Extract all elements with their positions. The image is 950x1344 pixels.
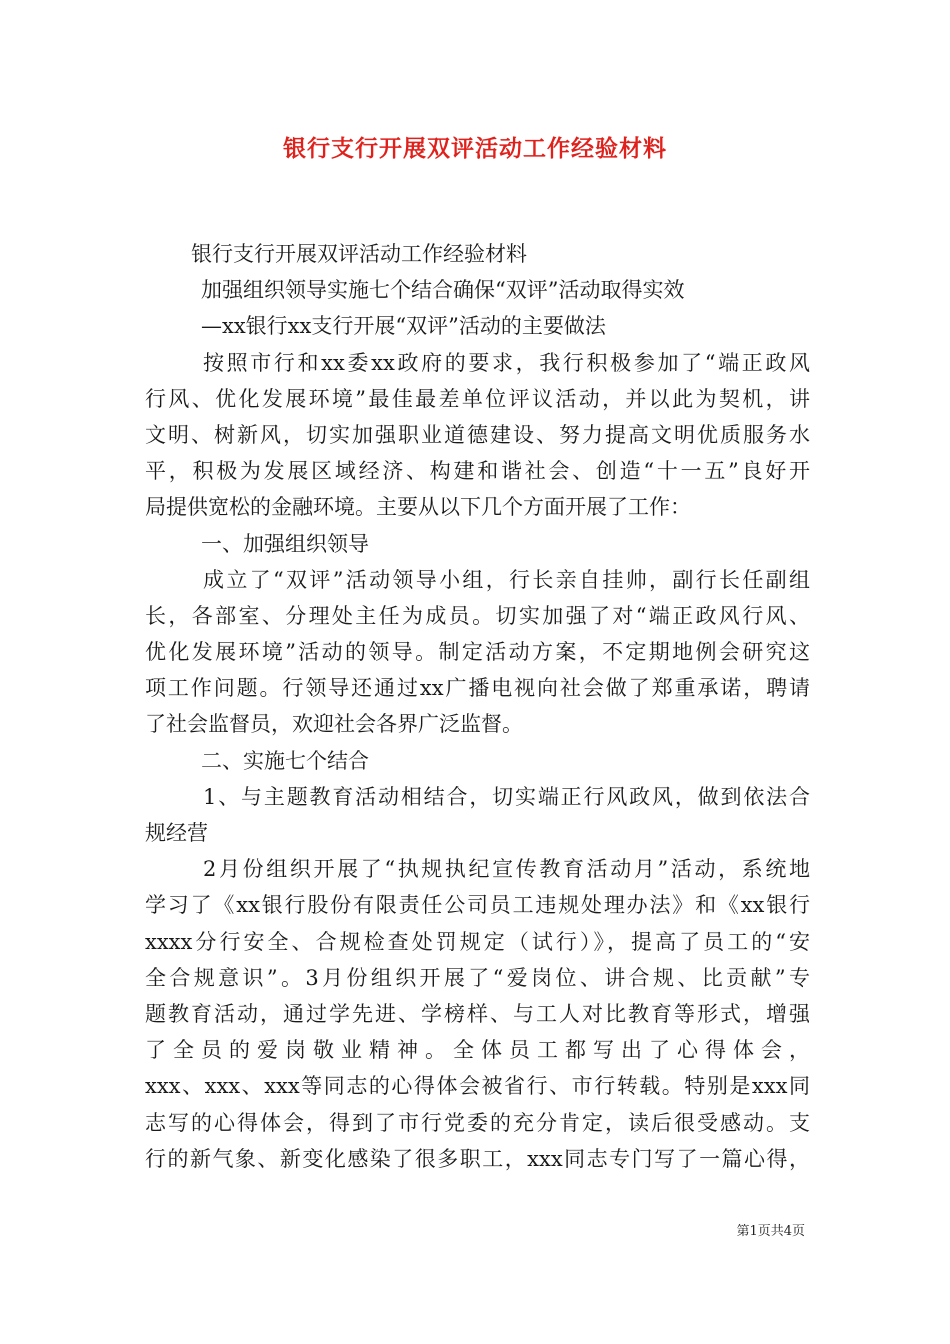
paragraph-line: 全合规意识”。3月份组织开展了“爱岗位、讲合规、比贡献”专: [145, 965, 810, 990]
paragraph-line: 文明、树新风，切实加强职业道德建设、努力提高文明优质服务水: [145, 422, 810, 447]
paragraph-line: 了社会监督员，欢迎社会各界广泛监督。: [145, 712, 523, 737]
paragraph-line: 学习了《xx银行股份有限责任公司员工违规处理办法》和《xx银行: [145, 893, 810, 918]
paragraph-line: 2月份组织开展了“执规执纪宣传教育活动月”活动，系统地: [203, 857, 810, 882]
paragraph-line: 成立了“双评”活动领导小组，行长亲自挂帅，副行长任副组: [203, 567, 810, 592]
section-heading: 一、加强组织领导: [201, 531, 369, 556]
paragraph-line: 题教育活动，通过学先进、学榜样、与工人对比教育等形式，增强: [145, 1001, 810, 1026]
paragraph-line: 规经营: [145, 821, 208, 845]
heading-line: —xx银行xx支行开展“双评”活动的主要做法: [201, 314, 606, 339]
paragraph-line: 平，积极为发展区域经济、构建和谐社会、创造“十一五”良好开: [145, 459, 810, 484]
paragraph-line: 志写的心得体会，得到了市行党委的充分肯定，读后很受感动。支: [145, 1110, 810, 1135]
paragraph-line: 按照市行和xx委xx政府的要求，我行积极参加了“端正政风: [203, 350, 810, 375]
paragraph-line: 行风、优化发展环境”最佳最差单位评议活动，并以此为契机，讲: [145, 386, 810, 411]
section-heading: 二、实施七个结合: [201, 748, 369, 773]
paragraph-line: 优化发展环境”活动的领导。制定活动方案，不定期地例会研究这: [145, 640, 810, 665]
paragraph-line: 了全员的爱岗敬业精神。全体员工都写出了心得体会，: [145, 1038, 810, 1063]
page-number: 第1页共4页: [736, 1224, 805, 1239]
paragraph-line: 长，各部室、分理处主任为成员。切实加强了对“端正政风行风、: [145, 603, 810, 628]
document-title: 银行支行开展双评活动工作经验材料: [283, 135, 667, 162]
subtitle-line: 银行支行开展双评活动工作经验材料: [191, 242, 527, 266]
paragraph-line: 1、与主题教育活动相结合，切实端正行风政风，做到依法合: [203, 784, 810, 809]
paragraph-line: 行的新气象、新变化感染了很多职工，xxx同志专门写了一篇心得，: [145, 1146, 810, 1171]
heading-line: 加强组织领导实施七个结合确保“双评”活动取得实效: [201, 278, 685, 303]
paragraph-line: 项工作问题。行领导还通过xx广播电视向社会做了郑重承诺，聘请: [145, 676, 810, 701]
paragraph-line: xxx、xxx、xxx等同志的心得体会被省行、市行转载。特别是xxx同: [145, 1074, 810, 1099]
paragraph-line: xxxx分行安全、合规检查处罚规定（试行）》，提高了员工的“安: [145, 929, 810, 954]
document-body: [145, 236, 810, 1177]
paragraph-line: 局提供宽松的金融环境。主要从以下几个方面开展了工作：: [145, 495, 691, 520]
